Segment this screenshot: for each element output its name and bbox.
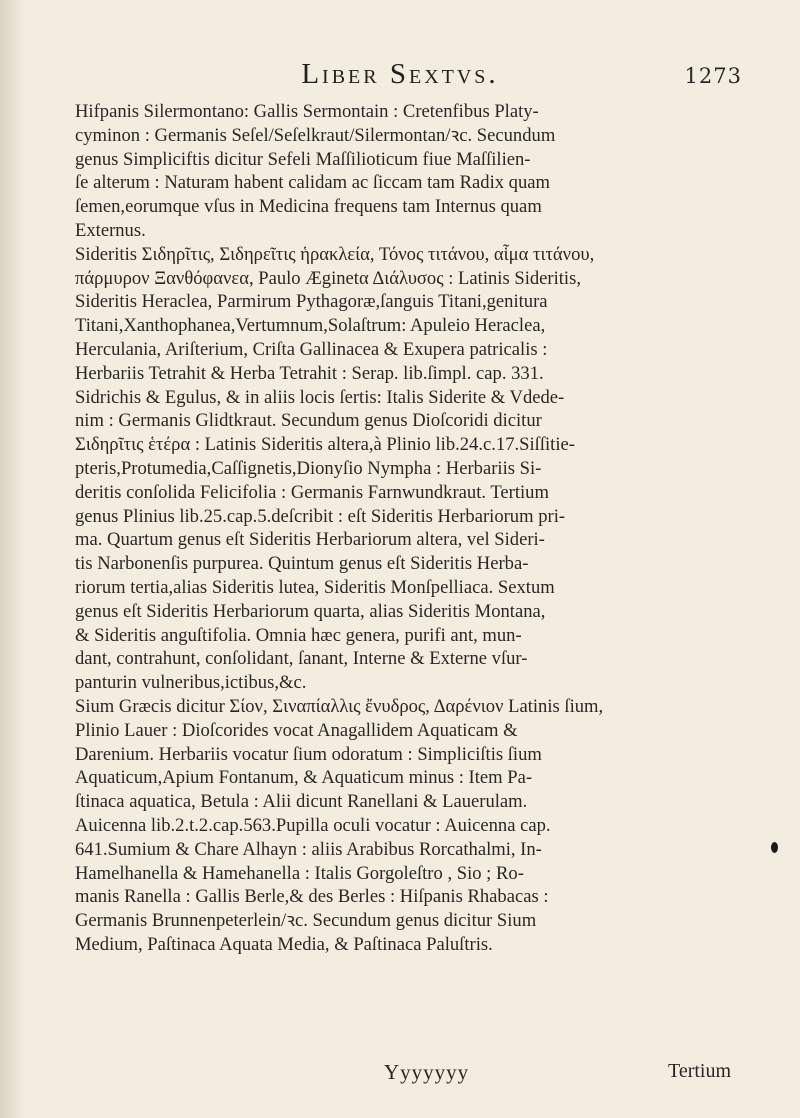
- text-line: panturin vulneribus,ictibus,&c.: [75, 672, 307, 694]
- text-line: riorum tertia,alias Sideritis lutea, Sideritis Monſpelliaca. Sextum: [75, 576, 555, 598]
- text-line: tis Narbonenſis purpurea. Quintum genus eſt Sideritis Herba-: [75, 553, 529, 575]
- text-line: nim : Germanis Glidtkraut. Secundum genus Dioſcoridi dicitur: [75, 410, 542, 432]
- body-text: [75, 100, 765, 957]
- text-line: 641.Sumium & Chare Alhayn : aliis Arabibus Rorcathalmi, In-: [75, 838, 542, 860]
- page-number: 1273: [684, 64, 742, 88]
- text-line: ſtinaca aquatica, Betula : Alii dicunt Ranellani & Lauerulam.: [75, 791, 528, 813]
- text-line: ſe alterum : Naturam habent calidam ac ſiccam tam Radix quam: [75, 172, 550, 194]
- text-line: dant, contrahunt, conſolidant, ſanant, Interne & Externe vſur-: [75, 648, 528, 670]
- text-line: Herbariis Tetrahit & Herba Tetrahit : Serap. lib.ſimpl. cap. 331.: [75, 362, 544, 384]
- text-line: ma. Quartum genus eſt Sideritis Herbariorum altera, vel Sideri-: [75, 529, 545, 551]
- text-line: pteris,Protumedia,Caſſignetis,Dionyſio Nympha : Herbariis Si-: [75, 457, 542, 479]
- text-line: manis Ranella : Gallis Berle,& des Berles : Hiſpanis Rhabacas :: [75, 886, 549, 908]
- signature-mark: Yyyyyyy: [384, 1060, 470, 1084]
- text-line: cyminon : Germanis Seſel/Seſelkraut/Silermontan/ꝛc. Secundum: [75, 124, 556, 146]
- text-line: Darenium. Herbariis vocatur ſium odoratum : Simpliciſtis ſium: [75, 743, 542, 765]
- text-line: & Sideritis anguſtifolia. Omnia hæc genera, purifi ant, mun-: [75, 624, 522, 646]
- text-line: Hifpanis Silermontano: Gallis Sermontain : Cretenfibus Platy-: [75, 101, 539, 122]
- text-line: Sium Græcis dicitur Σίον, Σιναπίαλλις ἔνυδρος, Δαρένιον Latinis ſium,: [75, 695, 604, 717]
- page-footer: [0, 1060, 800, 1090]
- text-line: Aquaticum,Apium Fontanum, & Aquaticum minus : Item Pa-: [75, 767, 533, 789]
- catchword: Tertium: [668, 1060, 732, 1082]
- text-line: Germanis Brunnenpeterlein/ꝛc. Secundum genus dicitur Sium: [75, 910, 537, 932]
- text-line: Externus.: [75, 219, 146, 241]
- text-line: Plinio Lauer : Dioſcorides vocat Anagallidem Aquaticam &: [75, 719, 518, 741]
- text-line: Sidrichis & Egulus, & in aliis locis ſertis: Italis Siderite & Vdede-: [75, 386, 565, 408]
- text-line: Sideritis Heraclea, Parmirum Pythagoræ,ſanguis Titani,genitura: [75, 291, 548, 313]
- text-line: ſemen,eorumque vſus in Medicina frequens tam Internus quam: [75, 196, 542, 218]
- text-line: Herculania, Ariſterium, Criſta Gallinacea & Exupera patricalis :: [75, 338, 548, 360]
- running-title: Liber Sextvs.: [301, 58, 499, 90]
- text-line: genus Plinius lib.25.cap.5.deſcribit : eſt Sideritis Herbariorum pri-: [75, 505, 566, 527]
- text-line: Hamelhanella & Hamehanella : Italis Gorgoleſtro , Sio ; Ro-: [75, 862, 524, 884]
- text-line: Σιδηρῖτις ἑτέρα : Latinis Sideritis altera,à Plinio lib.24.c.17.Siſſitie-: [75, 434, 575, 456]
- text-line: deritis conſolida Felicifolia : Germanis Farnwundkraut. Tertium: [75, 481, 549, 503]
- text-line: Sideritis Σιδηρῖτις, Σιδηρεῖτις ἡρακλεία, Τόνος τιτάνου, αἷμα τιτάνου,: [75, 243, 595, 265]
- text-line: genus eſt Sideritis Herbariorum quarta, alias Sideritis Montana,: [75, 600, 546, 622]
- ink-blot: [771, 842, 778, 853]
- text-line: πάρμυρον Ξανθόφανεα, Paulo Æginetα Διάλυσος : Latinis Sideritis,: [75, 267, 581, 289]
- running-head: [0, 58, 800, 98]
- text-line: genus Simpliciftis dicitur Sefeli Maſſilioticum fiue Maſſilien-: [75, 148, 531, 170]
- text-line: Medium, Paſtinaca Aquata Media, & Paſtinaca Paluſtris.: [75, 933, 493, 955]
- text-line: Titani,Xanthophanea,Vertumnum,Solaſtrum: Apuleio Heraclea,: [75, 315, 546, 337]
- text-line: Auicenna lib.2.t.2.cap.563.Pupilla oculi vocatur : Auicenna cap.: [75, 814, 551, 836]
- gutter-shadow: [0, 0, 24, 1118]
